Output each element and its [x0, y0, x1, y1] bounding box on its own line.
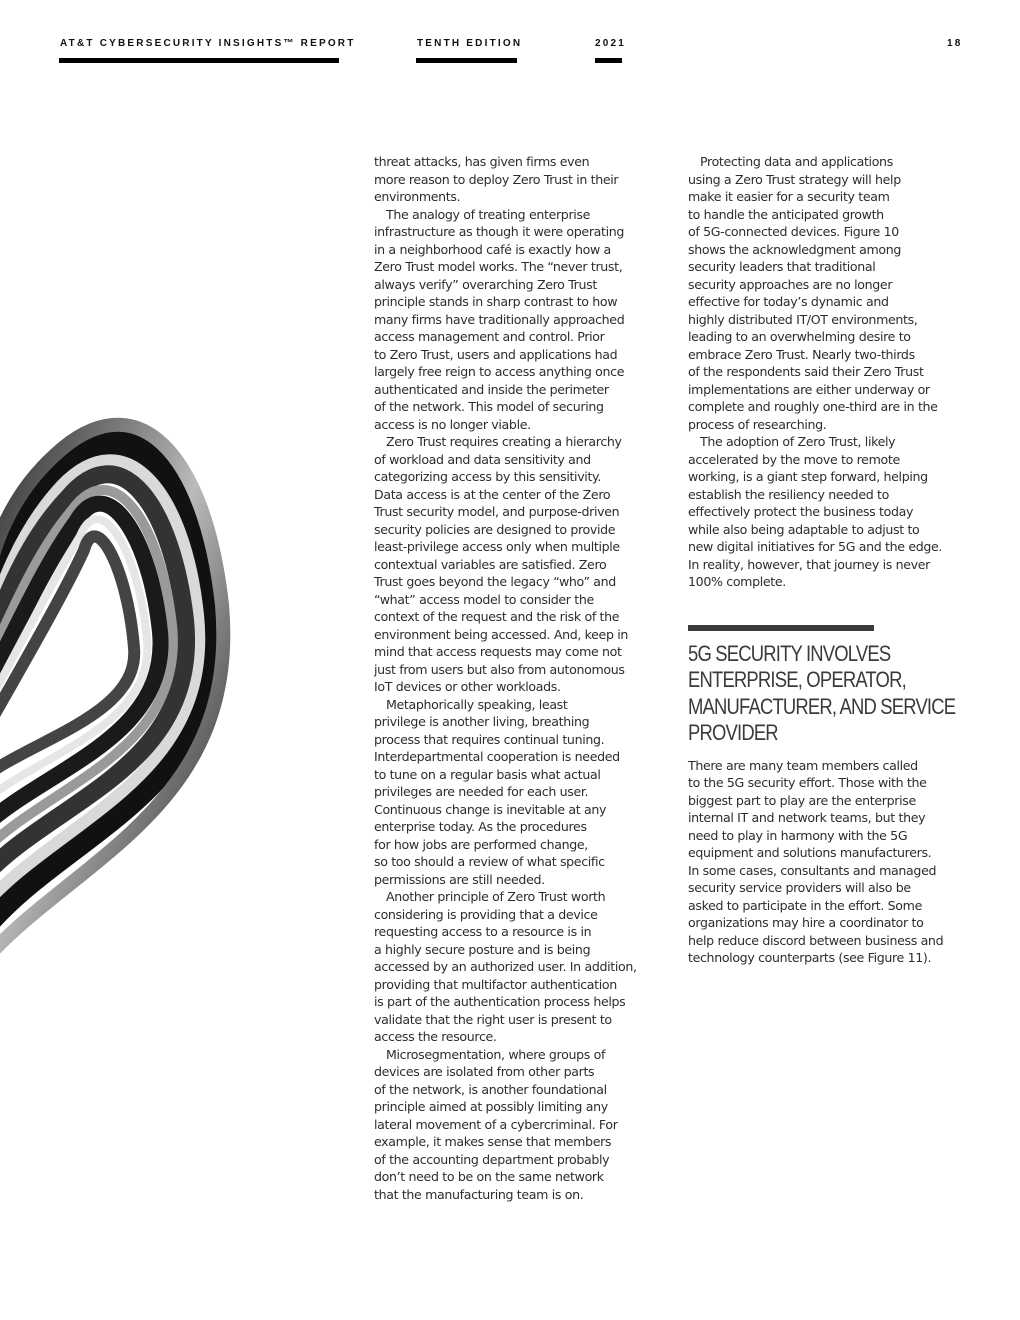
heading-line: 5G SECURITY INVOLVES	[688, 640, 891, 666]
text-line: implementations are either underway or	[688, 381, 930, 397]
text-line: Interdepartmental cooperation is needed	[374, 749, 620, 764]
text-line: In reality, however, that journey is never	[688, 556, 930, 572]
text-line: access is no longer viable.	[374, 416, 531, 432]
text-line: In some cases, consultants and managed	[688, 862, 937, 878]
text-line: permissions are still needed.	[374, 871, 545, 887]
text-line: enterprise today. As the procedures	[374, 819, 587, 834]
section-body-paragraph	[688, 757, 963, 967]
text-line: considering is providing that a device	[374, 906, 598, 922]
text-line: of workload and data sensitivity and	[374, 451, 591, 467]
text-line: for how jobs are performed change,	[374, 836, 588, 852]
text-line: is part of the authentication process helps	[374, 994, 626, 1009]
text-line: biggest part to play are the enterprise	[688, 792, 916, 808]
text-line: while also being adaptable to adjust to	[688, 521, 920, 537]
header-bar-title	[59, 58, 339, 63]
text-line: Data access is at the center of the Zero	[374, 486, 611, 502]
text-line: organizations may hire a coordinator to	[688, 915, 924, 930]
paragraph	[374, 206, 650, 434]
text-line: context of the request and the risk of the	[374, 609, 620, 624]
text-line: to Zero Trust, users and applications had	[374, 346, 618, 362]
text-line: internal IT and network teams, but they	[688, 810, 926, 825]
text-line: principle aimed at possibly limiting any	[374, 1099, 608, 1114]
section-rule	[688, 625, 874, 631]
right-text-column	[688, 153, 963, 967]
text-line: highly distributed IT/OT environments,	[688, 311, 918, 327]
text-line: just from users but also from autonomous	[374, 661, 625, 677]
text-line: environments.	[374, 189, 461, 204]
text-line: security leaders that traditional	[688, 259, 876, 274]
text-line: privilege is another living, breathing	[374, 714, 590, 729]
text-line: security policies are designed to provide	[374, 521, 616, 537]
text-line: establish the resiliency needed to	[688, 486, 889, 502]
text-line: devices are isolated from other parts	[374, 1064, 595, 1079]
text-line: 100% complete.	[688, 574, 786, 589]
text-line: to handle the anticipated growth	[688, 206, 884, 222]
paragraph	[374, 433, 650, 696]
text-line: technology counterparts (see Figure 11).	[688, 950, 932, 965]
header-bar-year	[595, 58, 622, 63]
text-line: Another principle of Zero Trust worth	[386, 889, 606, 904]
text-line: Microsegmentation, where groups of	[386, 1046, 606, 1062]
text-line: a highly secure posture and is being	[374, 941, 591, 957]
left-text-column	[374, 153, 650, 1203]
section-heading	[688, 641, 967, 747]
abstract-ribbon-illustration	[0, 410, 240, 985]
text-line: embrace Zero Trust. Nearly two-thirds	[688, 346, 915, 362]
text-line: effective for today’s dynamic and	[688, 294, 889, 309]
text-line: Zero Trust requires creating a hierarchy	[386, 434, 622, 449]
text-line: The analogy of treating enterprise	[386, 206, 591, 222]
text-line: environment being accessed. And, keep in	[374, 626, 629, 642]
text-line: example, it makes sense that members	[374, 1134, 612, 1149]
text-line: new digital initiatives for 5G and the edge.	[688, 539, 943, 554]
text-line: least-privilege access only when multiple	[374, 539, 620, 554]
text-line: more reason to deploy Zero Trust in their	[374, 171, 619, 187]
text-line: need to play in harmony with the 5G	[688, 827, 908, 843]
text-line: don’t need to be on the same network	[374, 1169, 604, 1184]
text-line: access the resource.	[374, 1029, 497, 1044]
edition-label: TENTH EDITION	[417, 38, 523, 49]
paragraph	[374, 888, 650, 1046]
right-paragraphs	[688, 153, 963, 591]
text-line: that the manufacturing team is on.	[374, 1186, 584, 1202]
text-line: help reduce discord between business and	[688, 932, 944, 948]
text-line: largely free reign to access anything once	[374, 364, 625, 379]
page-number: 18	[947, 38, 963, 49]
text-line: security service providers will also be	[688, 880, 911, 895]
text-line: Trust security model, and purpose-driven	[374, 504, 620, 519]
text-line: providing that multifactor authentication	[374, 976, 617, 992]
paragraph	[374, 153, 650, 206]
text-line: contextual variables are satisfied. Zero	[374, 556, 607, 572]
heading-line: PROVIDER	[688, 720, 778, 745]
text-line: security approaches are no longer	[688, 276, 893, 292]
text-line: validate that the right user is present to	[374, 1011, 612, 1027]
text-line: Zero Trust model works. The “never trust,	[374, 259, 623, 274]
text-line: Trust goes beyond the legacy “who” and	[374, 574, 616, 589]
text-line: shows the acknowledgment among	[688, 241, 902, 257]
text-line: Protecting data and applications	[700, 154, 893, 169]
text-line: There are many team members called	[688, 757, 918, 773]
text-line: privileges are needed for each user.	[374, 784, 589, 799]
text-line: in a neighborhood café is exactly how a	[374, 241, 611, 257]
text-line: equipment and solutions manufacturers.	[688, 845, 932, 860]
text-line: so too should a review of what specific	[374, 854, 605, 869]
text-line: to the 5G security effort. Those with the	[688, 775, 927, 790]
text-line: always verify” overarching Zero Trust	[374, 276, 597, 292]
text-line: The adoption of Zero Trust, likely	[700, 434, 896, 449]
paragraph	[374, 696, 650, 889]
text-line: working, is a giant step forward, helping	[688, 469, 928, 484]
text-line: Continuous change is inevitable at any	[374, 801, 607, 817]
text-line: categorizing access by this sensitivity.	[374, 469, 602, 484]
text-line: principle stands in sharp contrast to how	[374, 294, 618, 309]
text-line: of the network. This model of securing	[374, 399, 604, 414]
text-line: many firms have traditionally approached	[374, 311, 625, 327]
text-line: effectively protect the business today	[688, 504, 914, 519]
text-line: to tune on a regular basis what actual	[374, 766, 601, 782]
text-line: of the network, is another foundational	[374, 1081, 607, 1097]
text-line: make it easier for a security team	[688, 189, 890, 204]
text-line: mind that access requests may come not	[374, 644, 622, 659]
text-line: process that requires continual tuning.	[374, 731, 605, 747]
paragraph	[374, 1046, 650, 1204]
report-title: AT&T CYBERSECURITY INSIGHTS™ REPORT	[60, 38, 356, 49]
text-line: authenticated and inside the perimeter	[374, 381, 609, 397]
text-line: accelerated by the move to remote	[688, 451, 900, 467]
year-label: 2021	[595, 38, 627, 49]
text-line: requesting access to a resource is in	[374, 924, 592, 939]
paragraph	[688, 433, 963, 591]
text-line: leading to an overwhelming desire to	[688, 329, 911, 344]
text-line: of 5G-connected devices. Figure 10	[688, 224, 899, 239]
text-line: asked to participate in the effort. Some	[688, 897, 922, 913]
paragraph	[688, 153, 963, 433]
text-line: process of researching.	[688, 416, 827, 432]
text-line: lateral movement of a cybercriminal. For	[374, 1116, 618, 1132]
text-line: “what” access model to consider the	[374, 591, 594, 607]
text-line: infrastructure as though it were operating	[374, 224, 625, 239]
text-line: access management and control. Prior	[374, 329, 605, 344]
text-line: accessed by an authorized user. In addition,	[374, 959, 637, 974]
text-line: complete and roughly one-third are in the	[688, 399, 938, 414]
heading-line: ENTERPRISE, OPERATOR,	[688, 667, 906, 692]
text-line: using a Zero Trust strategy will help	[688, 171, 901, 187]
text-line: Metaphorically speaking, least	[386, 696, 568, 712]
text-line: of the accounting department probably	[374, 1151, 610, 1167]
heading-line: MANUFACTURER, AND SERVICE	[688, 693, 956, 719]
text-line: threat attacks, has given firms even	[374, 154, 590, 169]
text-line: IoT devices or other workloads.	[374, 679, 561, 694]
text-line: of the respondents said their Zero Trust	[688, 364, 924, 379]
header-bar-edition	[416, 58, 517, 63]
